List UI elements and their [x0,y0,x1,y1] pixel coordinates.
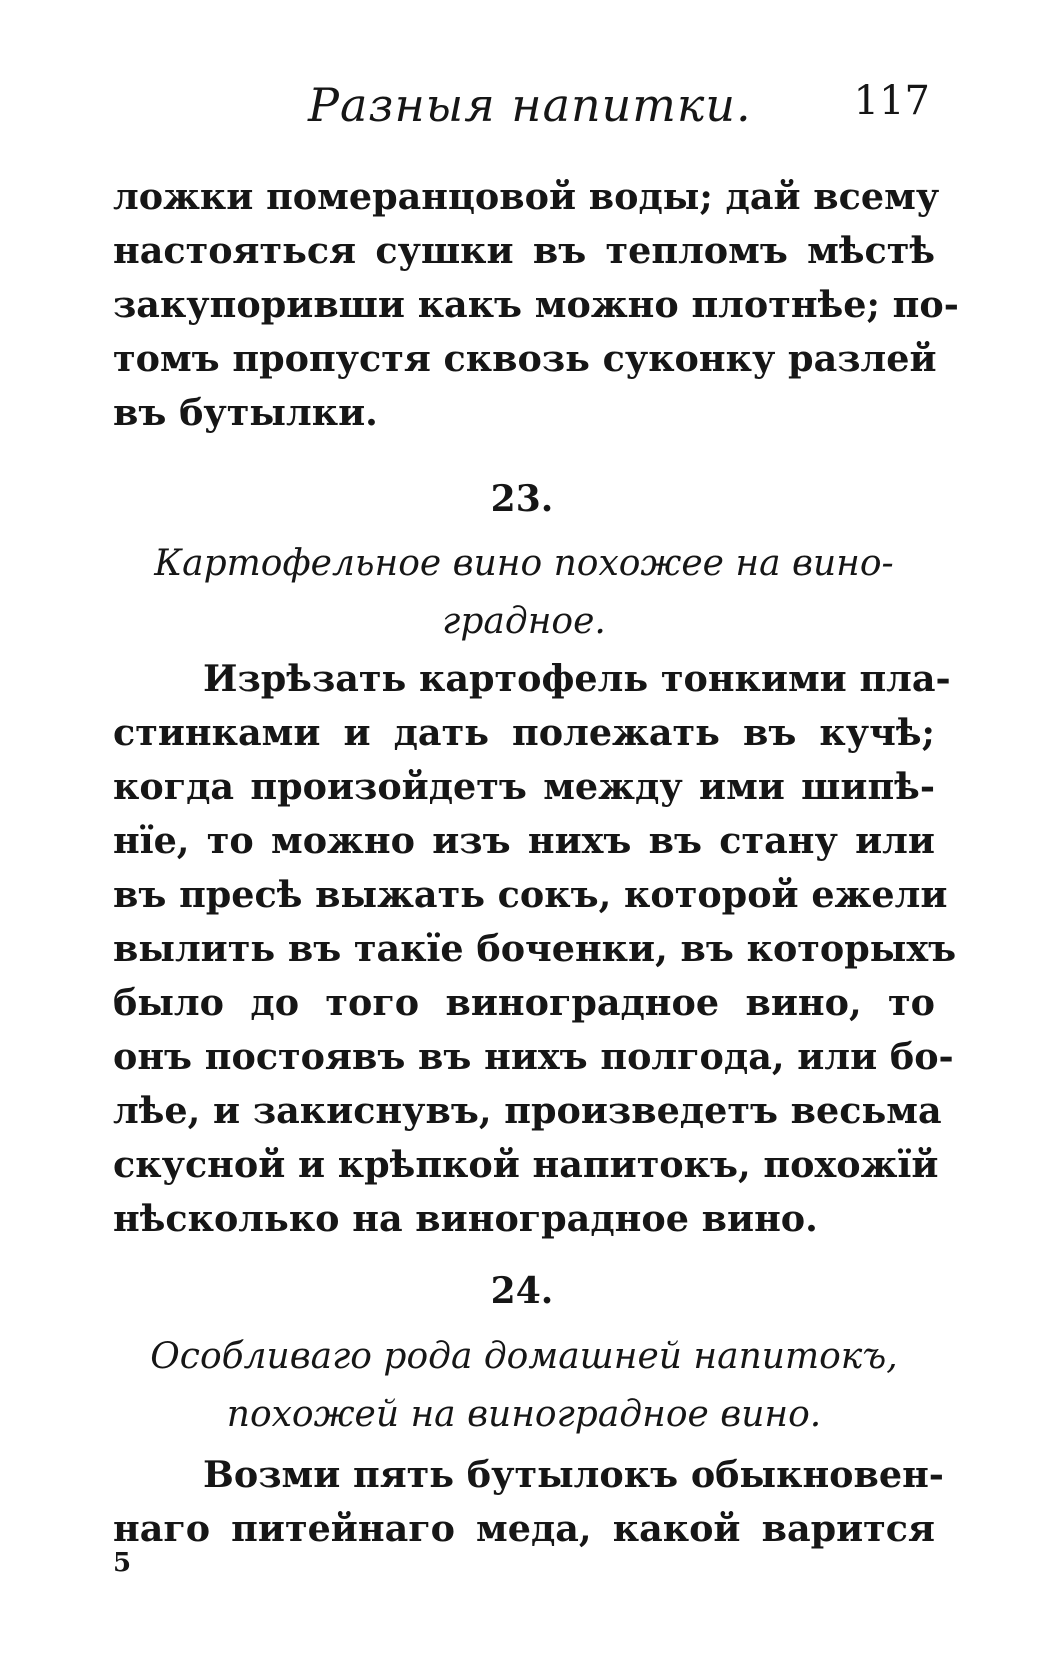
title-line: Особливаго рода домашней напитокъ, [150,1336,898,1377]
section-24-title [113,1328,935,1444]
text-line: наго питейнаго меда, какой варится [113,1507,935,1550]
text-line: нѣсколько на виноградное вино. [113,1197,818,1240]
text-line: закупоривши какъ можно плотнѣе; по- [113,283,959,326]
text-line: Изрѣзать картофель тонкими пла- [203,657,951,700]
text-line: въ бутылки. [113,391,378,434]
text-line: когда произойдетъ между ими шипѣ- [113,765,935,808]
page-number: 117 [853,78,930,124]
text-line: онъ постоявъ въ нихъ полгода, или бо- [113,1035,954,1078]
text-line: томъ пропустя сквозь суконку разлей [113,337,937,380]
text-line: нїе, то можно изъ нихъ въ стану или [113,819,935,862]
text-line: скусной и крѣпкой напитокъ, похожїй [113,1143,939,1186]
title-line: похожей на виноградное вино. [226,1394,822,1435]
section-23-number: 23. [490,478,554,520]
section-23-body [113,652,957,1246]
title-line: Картофельное вино похожее на вино- [154,543,894,584]
text-line: вылить въ такїе боченки, въ которыхъ [113,927,957,970]
section-23-title [113,535,935,651]
intro-paragraph [113,170,959,440]
text-line: ложки померанцовой воды; дай всему [113,175,940,218]
title-line: градное. [442,601,606,642]
running-title: Разныя напитки. [308,78,752,132]
text-line: лѣе, и закиснувъ, произведетъ весьма [113,1089,942,1132]
section-24-body [113,1448,944,1556]
signature-mark: 5 [113,1548,132,1578]
text-line: было до того виноградное вино, то [113,981,935,1024]
page-header [300,78,930,144]
text-line: Возми пять бутылокъ обыкновен- [203,1453,944,1496]
text-line: настояться сушки въ тепломъ мѣстѣ [113,229,935,272]
text-line: стинками и дать полежать въ кучѣ; [113,711,935,754]
text-line: въ пресѣ выжать сокъ, которой ежели [113,873,948,916]
section-24-number: 24. [490,1270,554,1312]
